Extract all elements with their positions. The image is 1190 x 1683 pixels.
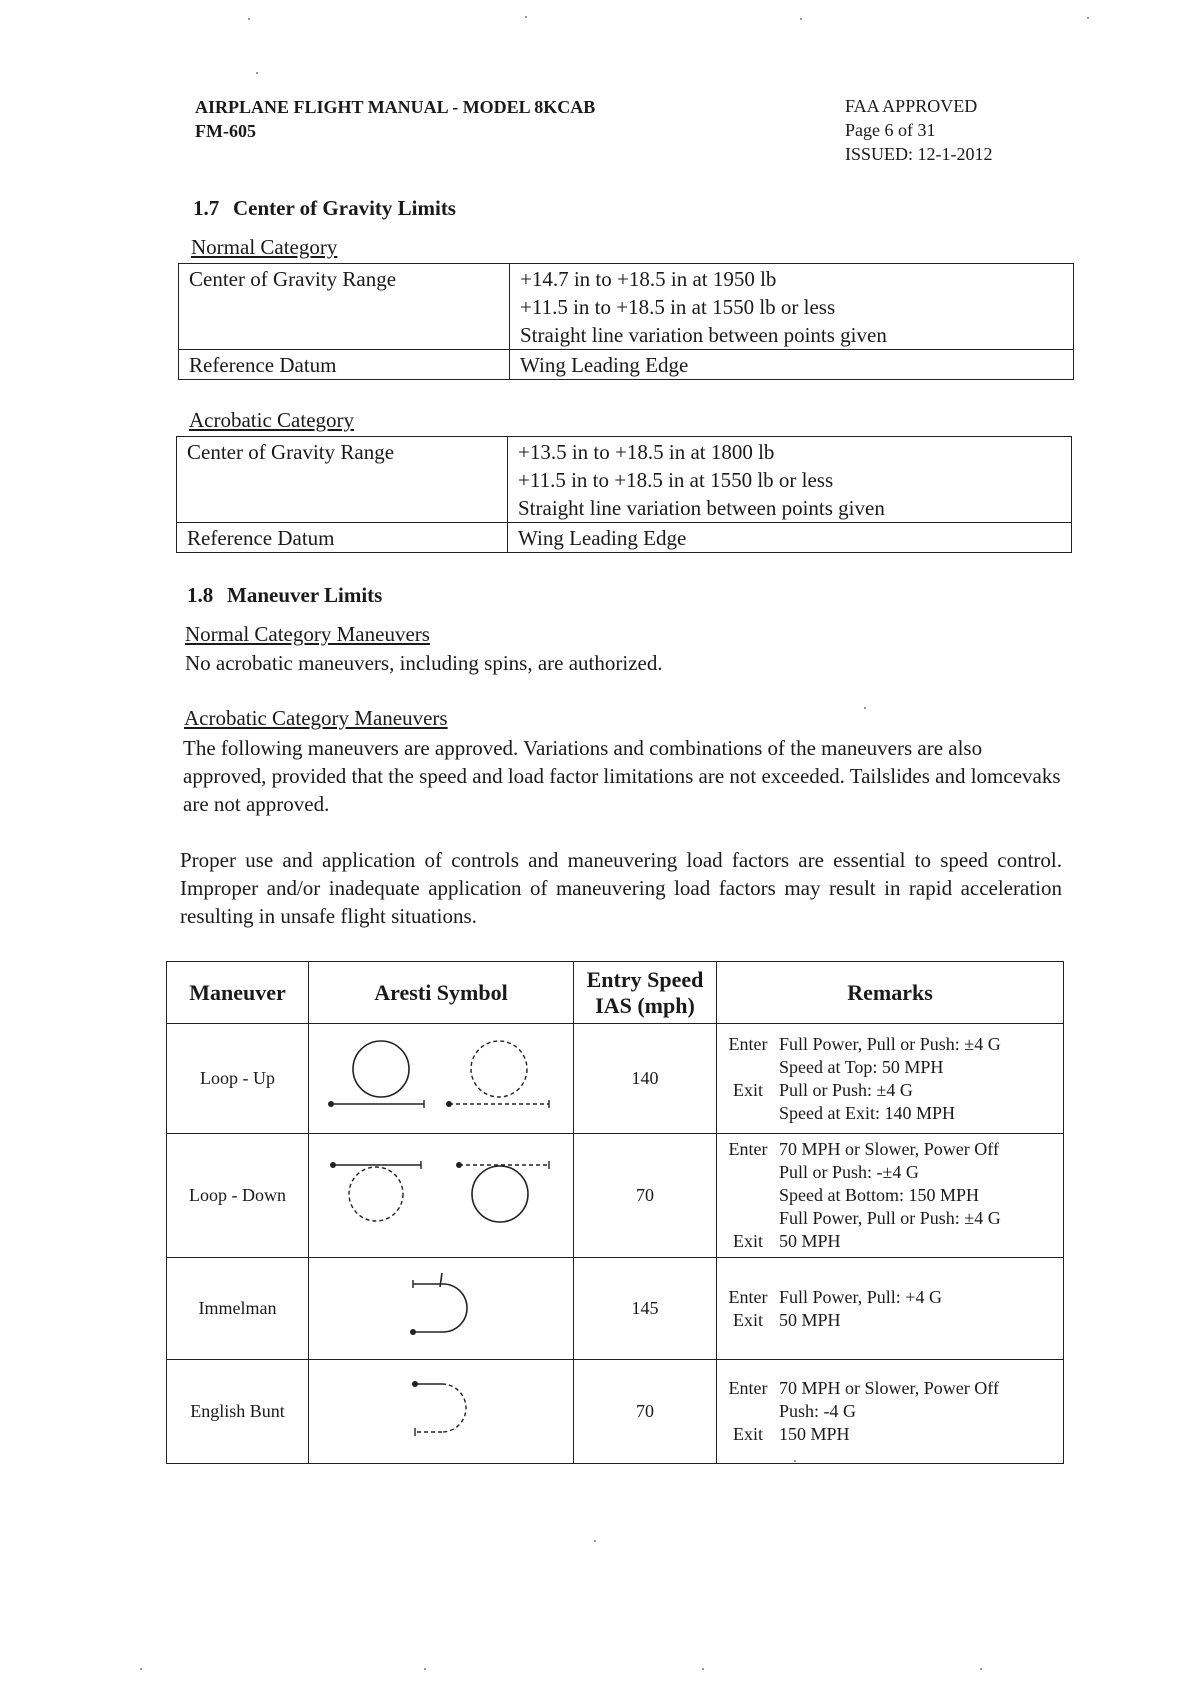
aresti-symbol-cell: [309, 1360, 574, 1464]
remark-value: Speed at Bottom: 150 MPH: [779, 1185, 980, 1205]
aresti-symbol-cell: [309, 1134, 574, 1258]
scan-speck: [256, 72, 258, 74]
table-row: [167, 1360, 1064, 1464]
scan-speck: [248, 18, 250, 20]
remark-key: [717, 1056, 779, 1079]
remark-key: [717, 1161, 779, 1184]
table-row: [179, 350, 1074, 380]
remark-value: 150 MPH: [779, 1424, 850, 1444]
approval-status: FAA APPROVED: [845, 96, 978, 116]
cg-range-label: Center of Gravity Range: [177, 437, 508, 523]
table-header-row: [167, 962, 1064, 1024]
col-header-speed: [574, 962, 717, 1024]
remark-value: 70 MPH or Slower, Power Off: [779, 1378, 999, 1398]
loop-up-aresti-symbol: [309, 1024, 573, 1128]
acrobatic-cg-table: [176, 436, 1072, 553]
document-header-left: [195, 95, 595, 143]
entry-speed: 70: [574, 1360, 717, 1464]
maneuver-name: English Bunt: [167, 1360, 309, 1464]
remark-key: [717, 1400, 779, 1423]
remarks-cell: [717, 1134, 1064, 1258]
normal-category-caption: Normal Category: [191, 235, 338, 259]
section-heading-maneuver: [187, 583, 382, 608]
speed-header-line: Entry Speed: [586, 966, 704, 992]
document-header-right: [845, 94, 993, 166]
section-title: Center of Gravity Limits: [233, 196, 456, 220]
remark-line: [717, 1161, 1063, 1184]
issue-date: ISSUED: 12-1-2012: [845, 144, 993, 164]
scan-speck: [594, 1540, 596, 1542]
page-number: Page 6 of 31: [845, 120, 936, 140]
remark-line: [717, 1286, 1063, 1309]
maneuver-name: Immelman: [167, 1258, 309, 1360]
table-row: [167, 1024, 1064, 1134]
remark-value: Full Power, Pull: +4 G: [779, 1286, 942, 1307]
remark-key: [717, 1184, 779, 1207]
aresti-symbol-cell: [309, 1024, 574, 1134]
doc-number: FM-605: [195, 121, 256, 141]
remark-line: [717, 1138, 1063, 1161]
remarks-cell: [717, 1024, 1064, 1134]
datum-value: Wing Leading Edge: [508, 523, 1072, 553]
section-title: Maneuver Limits: [227, 583, 383, 607]
remark-key: Enter: [728, 1139, 768, 1159]
scan-speck: [140, 1668, 142, 1670]
remark-value: Speed at Exit: 140 MPH: [779, 1102, 955, 1123]
remark-line: [717, 1230, 1063, 1253]
cg-range-line: +13.5 in to +18.5 in at 1800 lb: [518, 440, 775, 464]
cg-range-label: Center of Gravity Range: [179, 264, 510, 350]
loop-down-aresti-symbol: [309, 1134, 573, 1252]
section-number: 1.8: [187, 583, 214, 607]
remark-value: 70 MPH or Slower, Power Off: [779, 1139, 999, 1159]
cg-range-line: Straight line variation between points given: [520, 323, 887, 347]
acrobatic-maneuvers-text: The following maneuvers are approved. Variations and combinations of the maneuvers are also approved, provided that the speed and load factor limitations are not exceeded. Tailslides and lomcevaks are not approved.: [183, 736, 1061, 816]
control-warning-text: Proper use and application of controls and maneuvering load factors are essential to speed control. Improper and/or inadequate application of maneuvering load factors may result in rapid acceleration resulting in unsafe flight situations.: [180, 848, 1062, 928]
speed-header-line: IAS (mph): [595, 992, 695, 1018]
scan-speck: [702, 1668, 704, 1670]
remark-value: 50 MPH: [779, 1309, 841, 1330]
scan-speck: [525, 16, 527, 18]
table-row: [167, 1258, 1064, 1360]
section-number: 1.7: [193, 196, 220, 220]
remark-value: Full Power, Pull or Push: ±4 G: [779, 1208, 1001, 1228]
remark-key: Exit: [733, 1309, 763, 1330]
table-row: [179, 264, 1074, 350]
section-heading-cg: [193, 196, 456, 221]
maneuver-table: [166, 961, 1064, 1464]
scan-speck: [864, 707, 866, 709]
col-header-maneuver: Maneuver: [167, 962, 309, 1024]
remark-line: [717, 1102, 1063, 1125]
remark-value: 50 MPH: [779, 1231, 841, 1251]
datum-label: Reference Datum: [179, 350, 510, 380]
normal-maneuvers-caption: Normal Category Maneuvers: [185, 622, 430, 646]
entry-speed: 145: [574, 1258, 717, 1360]
datum-label: Reference Datum: [177, 523, 508, 553]
entry-speed: 70: [574, 1134, 717, 1258]
remark-value: Pull or Push: ±4 G: [779, 1079, 913, 1100]
remark-line: [717, 1400, 1063, 1423]
remark-line: [717, 1377, 1063, 1400]
cg-range-line: +11.5 in to +18.5 in at 1550 lb or less: [518, 468, 834, 492]
col-header-remarks: Remarks: [717, 962, 1064, 1024]
remark-line: [717, 1184, 1063, 1207]
scan-speck: [1087, 17, 1089, 19]
scan-speck: [800, 18, 802, 20]
remark-line: [717, 1033, 1063, 1056]
cg-range-values: [510, 264, 1074, 350]
maneuver-name: Loop - Down: [167, 1134, 309, 1258]
table-row: [167, 1134, 1064, 1258]
remark-key: Enter: [728, 1378, 768, 1398]
remark-line: [717, 1056, 1063, 1079]
remark-line: [717, 1423, 1063, 1446]
remark-value: Speed at Top: 50 MPH: [779, 1056, 944, 1077]
remark-value: Full Power, Pull or Push: ±4 G: [779, 1033, 1001, 1054]
cg-range-line: Straight line variation between points given: [518, 496, 885, 520]
cg-range-line: +14.7 in to +18.5 in at 1950 lb: [520, 267, 777, 291]
remark-line: [717, 1079, 1063, 1102]
remark-key: Enter: [728, 1033, 768, 1054]
manual-title: AIRPLANE FLIGHT MANUAL - MODEL 8KCAB: [195, 97, 596, 117]
col-header-symbol: Aresti Symbol: [309, 962, 574, 1024]
table-row: [177, 523, 1072, 553]
remark-key: Exit: [733, 1079, 763, 1100]
acrobatic-category-caption: Acrobatic Category: [189, 408, 355, 432]
cg-range-values: [508, 437, 1072, 523]
datum-value: Wing Leading Edge: [510, 350, 1074, 380]
normal-maneuvers-text: No acrobatic maneuvers, including spins, are authorized.: [185, 651, 663, 675]
remarks-cell: [717, 1258, 1064, 1360]
remark-value: Push: -4 G: [779, 1401, 857, 1421]
immelman-aresti-symbol: [309, 1258, 573, 1354]
entry-speed: 140: [574, 1024, 717, 1134]
remark-line: [717, 1207, 1063, 1230]
cg-range-line: +11.5 in to +18.5 in at 1550 lb or less: [520, 295, 836, 319]
remark-key: [717, 1207, 779, 1230]
remark-value: Pull or Push: -±4 G: [779, 1162, 919, 1182]
aresti-symbol-cell: [309, 1258, 574, 1360]
remarks-cell: [717, 1360, 1064, 1464]
scan-speck: [794, 1460, 796, 1462]
remark-key: Exit: [733, 1424, 763, 1444]
acrobatic-maneuvers-caption: Acrobatic Category Maneuvers: [184, 706, 448, 730]
remark-line: [717, 1309, 1063, 1332]
scan-speck: [424, 1668, 426, 1670]
remark-key: Enter: [728, 1286, 768, 1307]
table-row: [177, 437, 1072, 523]
english-bunt-aresti-symbol: [309, 1360, 573, 1458]
maneuver-name: Loop - Up: [167, 1024, 309, 1134]
remark-key: Exit: [733, 1231, 763, 1251]
scan-speck: [980, 1668, 982, 1670]
remark-key: [717, 1102, 779, 1125]
normal-cg-table: [178, 263, 1074, 380]
